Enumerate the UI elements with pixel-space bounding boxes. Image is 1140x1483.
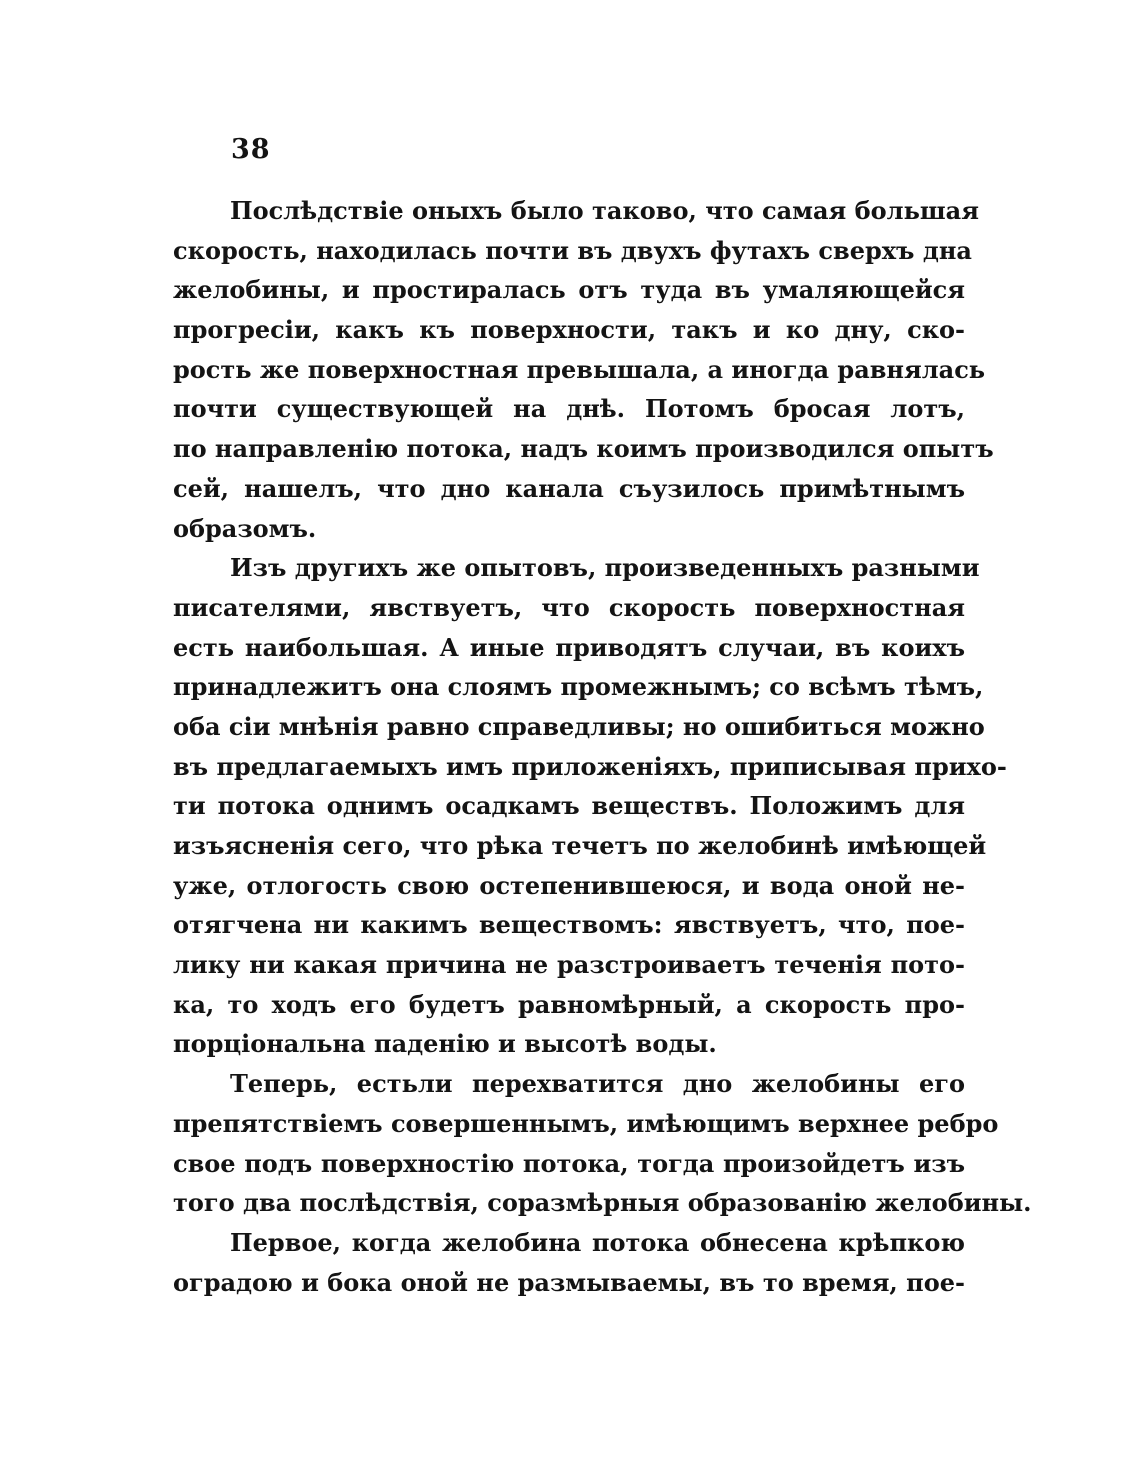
text-line: есть наибольшая. А иные приводятъ случаи, въ коихъ (173, 632, 965, 662)
text-line: по направленію потока, надъ коимъ производился опытъ (173, 434, 994, 464)
text-line: уже, отлогость свою остепенившеюся, и вода оной не- (173, 870, 965, 900)
text-line: порціональна паденію и высотѣ воды. (173, 1029, 717, 1059)
text-line: лику ни какая причина не разстроиваетъ теченія пото- (173, 950, 965, 980)
paragraph-3 (173, 1064, 1032, 1223)
text-line: того два послѣдствія, соразмѣрныя образованію желобины. (173, 1188, 1032, 1218)
text-line: въ предлагаемыхъ имъ приложеніяхъ, приписывая прихо- (173, 751, 1007, 781)
text-line: ка, то ходъ его будетъ равномѣрный, а скорость про- (173, 989, 965, 1019)
text-line: свое подъ поверхностію потока, тогда произойдетъ изъ (173, 1148, 965, 1178)
text-line: образомъ. (173, 513, 317, 543)
text-line: желобины, и простиралась отъ туда въ умаляющейся (173, 275, 965, 305)
text-line: ти потока однимъ осадкамъ веществъ. Положимъ для (173, 791, 965, 821)
text-line: Изъ другихъ же опытовъ, произведенныхъ разными (230, 553, 980, 583)
text-line: Первое, когда желобина потока обнесена крѣпкою (230, 1227, 965, 1257)
text-line: оградою и бока оной не размываемы, въ то время, пое- (173, 1267, 965, 1297)
paragraph-4 (173, 1223, 965, 1302)
text-line: прогресіи, какъ къ поверхности, такъ и ко дну, ско- (173, 315, 965, 345)
text-line: Теперь, естьли перехватится дно желобины его (230, 1069, 965, 1099)
text-line: сей, нашелъ, что дно канала съузилось примѣтнымъ (173, 473, 965, 503)
text-line: препятствіемъ совершеннымъ, имѣющимъ верхнее ребро (173, 1108, 999, 1138)
text-line: Послѣдствіе оныхъ было таково, что самая большая (230, 196, 979, 225)
text-line: рость же поверхностная превышала, а иногда равнялась (173, 354, 986, 384)
paragraph-1 (173, 191, 994, 548)
text-line: почти существующей на днѣ. Потомъ бросая лотъ, (173, 394, 965, 424)
paragraph-2 (173, 548, 1007, 1064)
page-text (173, 191, 1032, 1302)
text-line: оба сіи мнѣнія равно справедливы; но ошибиться можно (173, 711, 985, 741)
text-line: принадлежитъ она слоямъ промежнымъ; со всѣмъ тѣмъ, (173, 672, 984, 702)
text-line: писателями, явствуетъ, что скорость поверхностная (173, 592, 965, 622)
text-line: изъясненія сего, что рѣка течетъ по желобинѣ имѣющей (173, 831, 987, 860)
text-line: скорость, находилась почти въ двухъ футахъ сверхъ дна (173, 235, 972, 265)
text-line: отягчена ни какимъ веществомъ: явствуетъ, что, пое- (173, 910, 965, 940)
page-number: 38 (231, 134, 271, 165)
